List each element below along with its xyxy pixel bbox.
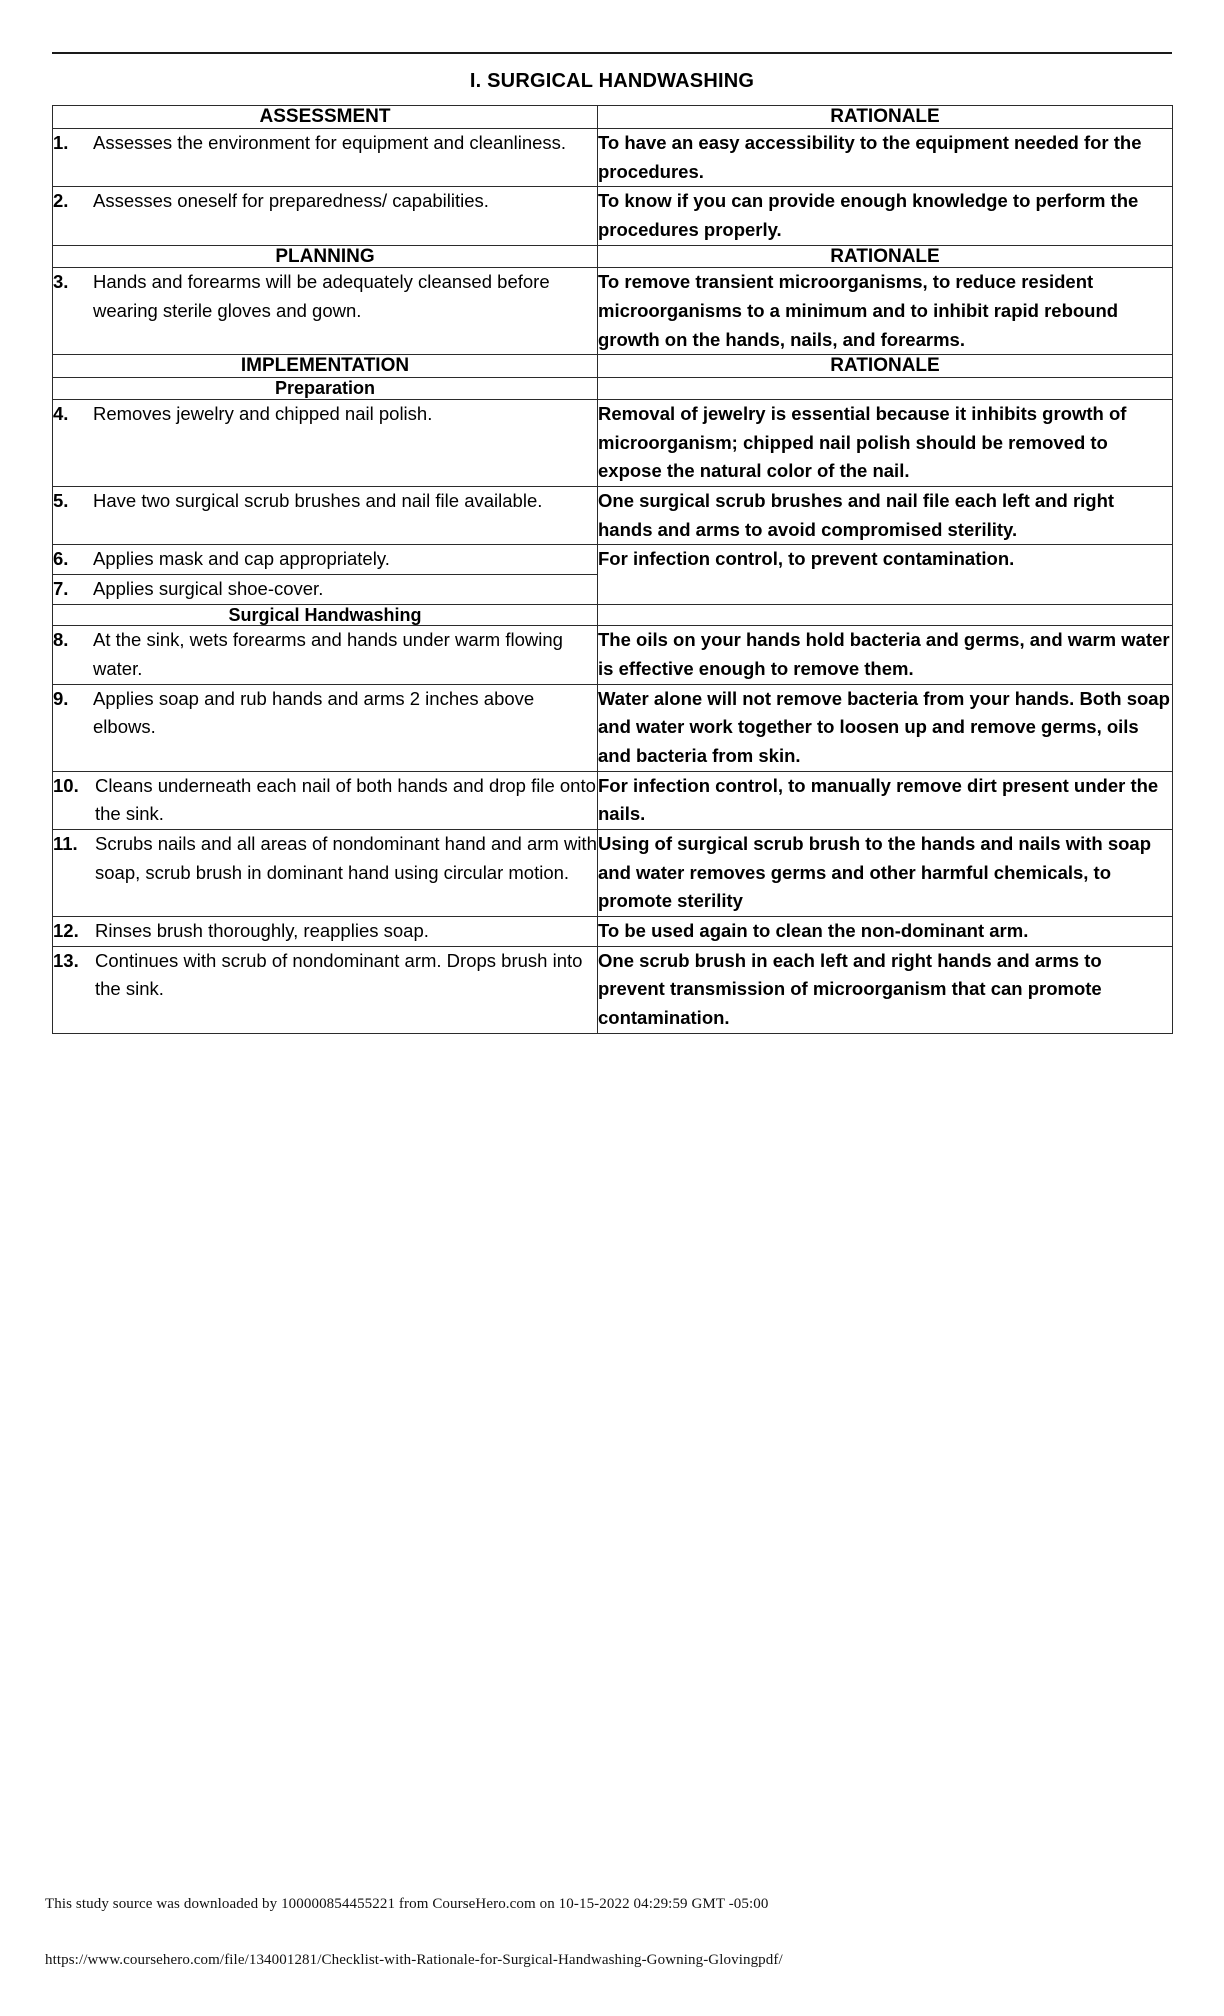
rationale-cell: For infection control, to manually remove dirt present under the nails. [598, 771, 1173, 829]
step-number: 8. [53, 629, 69, 651]
step-number: 1. [53, 131, 69, 153]
column-header-rationale-assessment: RATIONALE [598, 106, 1173, 129]
step-text: Scrubs nails and all areas of nondominant hand and arm with soap, scrub brush in dominant hand using circular motion. [95, 833, 597, 883]
step-cell [53, 128, 598, 186]
table-row [53, 626, 1173, 684]
step-cell [53, 187, 598, 245]
rationale-cell: To be used again to clean the non-dominant arm. [598, 917, 1173, 947]
page-title: I. SURGICAL HANDWASHING [469, 70, 755, 92]
step-text: Hands and forearms will be adequately cleansed before wearing sterile gloves and gown. [93, 271, 550, 322]
table-row [53, 399, 1173, 486]
table-row [53, 187, 1173, 245]
step-text: Assesses oneself for preparedness/ capabilities. [93, 190, 489, 212]
step-text: Continues with scrub of nondominant arm. Drops brush into the sink. [95, 949, 583, 1000]
step-cell [53, 830, 598, 917]
step-text: At the sink, wets forearms and hands under warm flowing water. [93, 629, 563, 679]
header-divider [52, 52, 1172, 54]
rationale-cell: To know if you can provide enough knowledge to perform the procedures properly. [598, 187, 1173, 245]
table-header-row-planning [53, 245, 1173, 268]
step-cell [53, 486, 598, 544]
step-number: 12. [53, 920, 79, 942]
table-row [53, 771, 1173, 829]
rationale-cell: For infection control, to prevent contamination. [598, 545, 1173, 604]
table-row [53, 545, 1173, 575]
step-text: Applies surgical shoe-cover. [93, 577, 324, 599]
rationale-cell: One surgical scrub brushes and nail file each left and right hands and arms to avoid compromised sterility. [598, 486, 1173, 544]
table-row [53, 946, 1173, 1033]
step-cell [53, 399, 598, 486]
empty-rationale-cell [598, 378, 1173, 400]
table-header-row-assessment [53, 106, 1173, 129]
step-number: 10. [53, 774, 79, 796]
column-header-rationale-implementation: RATIONALE [598, 355, 1173, 378]
step-number: 13. [53, 949, 79, 971]
rationale-cell: Removal of jewelry is essential because it inhibits growth of microorganism; chipped nail polish should be removed to expose the natural color of the nail. [598, 399, 1173, 486]
step-text: Rinses brush thoroughly, reapplies soap. [95, 920, 429, 942]
step-cell [53, 771, 598, 829]
step-cell [53, 574, 598, 604]
table-row [53, 830, 1173, 917]
step-text: Assesses the environment for equipment and cleanliness. [93, 131, 567, 153]
column-header-planning: PLANNING [53, 245, 598, 268]
subsection-header-preparation: Preparation [53, 378, 598, 400]
empty-rationale-cell [598, 604, 1173, 626]
step-number: 5. [53, 489, 69, 511]
rationale-cell: The oils on your hands hold bacteria and germs, and warm water is effective enough to remove them. [598, 626, 1173, 684]
checklist-table [52, 105, 1173, 1034]
step-number: 9. [53, 687, 69, 709]
step-number: 3. [53, 271, 69, 293]
step-cell [53, 626, 598, 684]
step-text: Applies mask and cap appropriately. [93, 548, 390, 570]
column-header-assessment: ASSESSMENT [53, 106, 598, 129]
step-number: 11. [53, 833, 78, 855]
step-number: 7. [53, 577, 69, 599]
rationale-cell: Water alone will not remove bacteria from your hands. Both soap and water work together to loosen up and remove germs, oils and bacteria from skin. [598, 684, 1173, 771]
table-subheader-row-preparation [53, 378, 1173, 400]
rationale-cell: Using of surgical scrub brush to the hands and nails with soap and water removes germs and other harmful chemicals, to promote sterility [598, 830, 1173, 917]
rationale-cell: One scrub brush in each left and right hands and arms to prevent transmission of microorganism that can promote contamination. [598, 946, 1173, 1033]
table-row [53, 684, 1173, 771]
step-number: 6. [53, 548, 69, 570]
table-row [53, 128, 1173, 186]
step-cell [53, 917, 598, 947]
download-watermark: This study source was downloaded by 100000854455221 from CourseHero.com on 10-15-2022 04:29:59 GMT -05:00 [45, 1896, 769, 1912]
step-cell [53, 684, 598, 771]
column-header-implementation: IMPLEMENTATION [53, 355, 598, 378]
table-header-row-implementation [53, 355, 1173, 378]
step-cell [53, 268, 598, 355]
step-cell [53, 946, 598, 1033]
table-subheader-row-surgical-handwashing [53, 604, 1173, 626]
source-url: https://www.coursehero.com/file/134001281/Checklist-with-Rationale-for-Surgical-Handwashing-Gowning-Glovingpdf/ [45, 1952, 783, 1968]
table-row [53, 917, 1173, 947]
step-text: Removes jewelry and chipped nail polish. [93, 402, 433, 424]
rationale-cell: To have an easy accessibility to the equipment needed for the procedures. [598, 128, 1173, 186]
step-text: Have two surgical scrub brushes and nail file available. [93, 489, 543, 511]
step-text: Applies soap and rub hands and arms 2 inches above elbows. [93, 687, 535, 738]
step-number: 2. [53, 190, 69, 212]
step-text: Cleans underneath each nail of both hands and drop file onto the sink. [95, 774, 596, 825]
table-row [53, 268, 1173, 355]
step-cell [53, 545, 598, 575]
table-row [53, 486, 1173, 544]
rationale-cell: To remove transient microorganisms, to reduce resident microorganisms to a minimum and to inhibit rapid rebound growth on the hands, nails, and forearms. [598, 268, 1173, 355]
column-header-rationale-planning: RATIONALE [598, 245, 1173, 268]
subsection-header-surgical-handwashing: Surgical Handwashing [53, 604, 598, 626]
step-number: 4. [53, 402, 69, 424]
